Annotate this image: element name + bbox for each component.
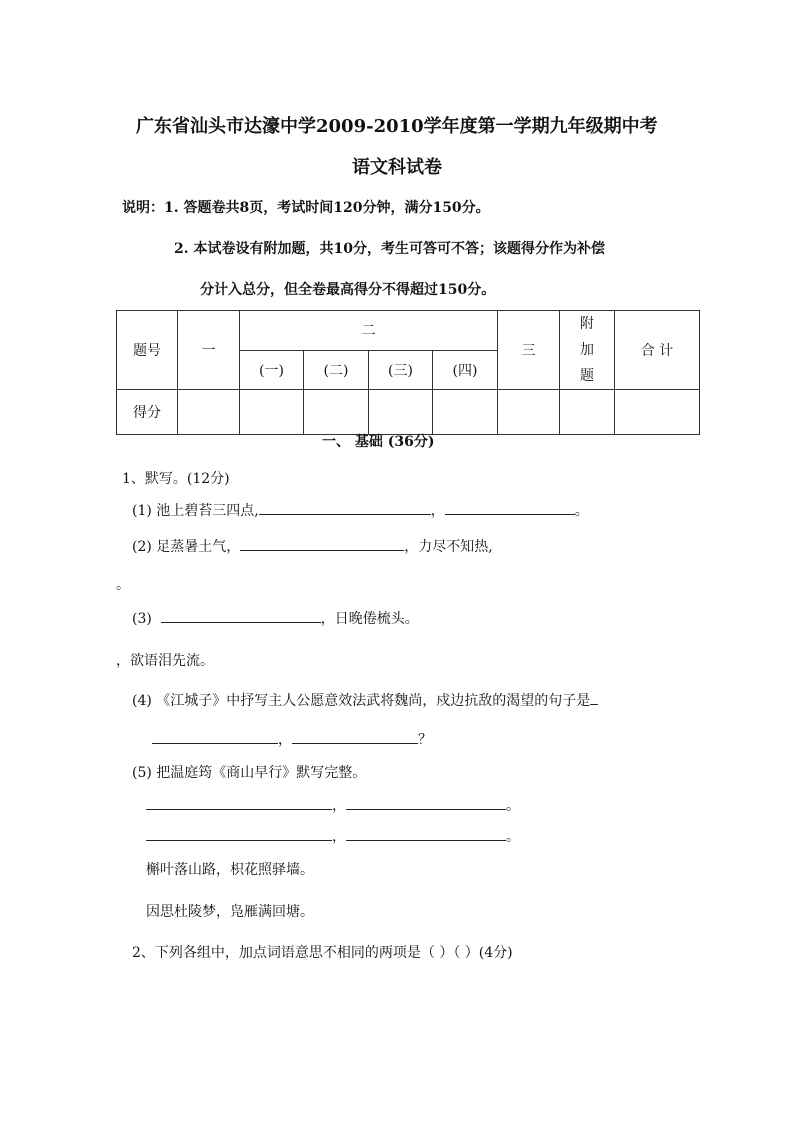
q1-item-3 — [132, 608, 419, 628]
page-subtitle: 语文科试卷 — [352, 157, 442, 178]
q1-item-1-end: 。 — [574, 503, 589, 519]
header-part-1: 一 — [178, 311, 240, 390]
header-sub-2: (二) — [304, 350, 369, 390]
score-cell[interactable] — [304, 390, 369, 435]
q1-item-1-prefix: (1) 池上碧苔三四点, — [132, 503, 259, 519]
header-part-3: 三 — [498, 311, 560, 390]
answer-blank[interactable] — [259, 500, 431, 515]
instruction-line-1: 说明：1. 答题卷共8页，考试时间120分钟，满分150分。 — [122, 200, 490, 216]
score-cell[interactable] — [178, 390, 240, 435]
q1-item-2-prefix: (2) 足蒸暑土气， — [132, 539, 241, 555]
answer-blank[interactable] — [146, 795, 332, 810]
q1-item-1 — [132, 500, 589, 520]
answer-blank[interactable] — [590, 690, 598, 705]
header-sub-1: (一) — [240, 350, 304, 390]
q1-item-2 — [132, 536, 493, 556]
answer-blank[interactable] — [161, 608, 321, 623]
q1-item-2-cont: 。 — [116, 577, 130, 593]
header-question-number: 题号 — [117, 311, 178, 390]
score-table — [116, 310, 700, 435]
instruction-line-3: 分计入总分，但全卷最高得分不得超过150分。 — [200, 282, 496, 298]
instruction-line-2: 2. 本试卷设有附加题，共10分，考生可答可不答；该题得分作为补偿 — [174, 241, 605, 257]
q1-item-5-line-2 — [146, 826, 520, 846]
row-score-label: 得分 — [117, 390, 178, 435]
header-total: 合 计 — [615, 311, 700, 390]
q1-item-5-end: 。 — [506, 829, 520, 845]
q1-item-3-prefix: (3) — [132, 611, 152, 627]
score-cell[interactable] — [615, 390, 700, 435]
score-cell[interactable] — [560, 390, 615, 435]
answer-blank[interactable] — [146, 826, 332, 841]
header-sub-4: (四) — [433, 350, 498, 390]
section-heading: 一、 基础 (36分) — [322, 434, 435, 450]
answer-blank[interactable] — [445, 500, 575, 515]
q1-item-4-end: ？ — [418, 732, 432, 748]
header-sub-3: (三) — [369, 350, 433, 390]
q1-item-4-sep: ， — [278, 732, 292, 748]
q1-item-4-text: (4) 《江城子》中抒写主人公愿意效法武将魏尚，戍边抗敌的渴望的句子是 — [132, 693, 591, 709]
question-1-title: 1、默写。(12分) — [122, 471, 230, 487]
q1-item-5-sep: ， — [332, 798, 346, 814]
q1-item-4 — [132, 690, 598, 710]
score-cell[interactable] — [240, 390, 304, 435]
page-title: 广东省汕头市达濠中学2009-2010学年度第一学期九年级期中考 — [136, 116, 658, 137]
q1-item-3-suffix: ，日晚倦梳头。 — [320, 611, 419, 627]
question-2: 2、下列各组中，加点词语意思不相同的两项是（ ）（ ）(4分) — [132, 945, 513, 961]
q1-item-2-suffix: ，力尽不知热, — [404, 539, 493, 555]
q1-item-4-answer — [152, 729, 432, 749]
header-extra: 附加题 — [560, 311, 615, 390]
q1-item-5-line-4: 因思杜陵梦，凫雁满回塘。 — [146, 904, 314, 920]
answer-blank[interactable] — [346, 826, 506, 841]
q1-item-5-sep: ， — [332, 829, 346, 845]
score-cell[interactable] — [498, 390, 560, 435]
answer-blank[interactable] — [152, 729, 278, 744]
header-part-2: 二 — [240, 311, 498, 351]
q1-item-5-line-1 — [146, 795, 520, 815]
q1-item-5: (5) 把温庭筠《商山早行》默写完整。 — [132, 765, 367, 781]
score-cell[interactable] — [369, 390, 433, 435]
q1-item-1-sep: ， — [430, 503, 445, 519]
answer-blank[interactable] — [346, 795, 506, 810]
q1-item-3-cont: ，欲语泪先流。 — [116, 653, 214, 669]
score-cell[interactable] — [433, 390, 498, 435]
q1-item-5-end: 。 — [506, 798, 520, 814]
q1-item-5-line-3: 槲叶落山路，枳花照驿墙。 — [146, 862, 314, 878]
answer-blank[interactable] — [240, 536, 404, 551]
answer-blank[interactable] — [292, 729, 418, 744]
